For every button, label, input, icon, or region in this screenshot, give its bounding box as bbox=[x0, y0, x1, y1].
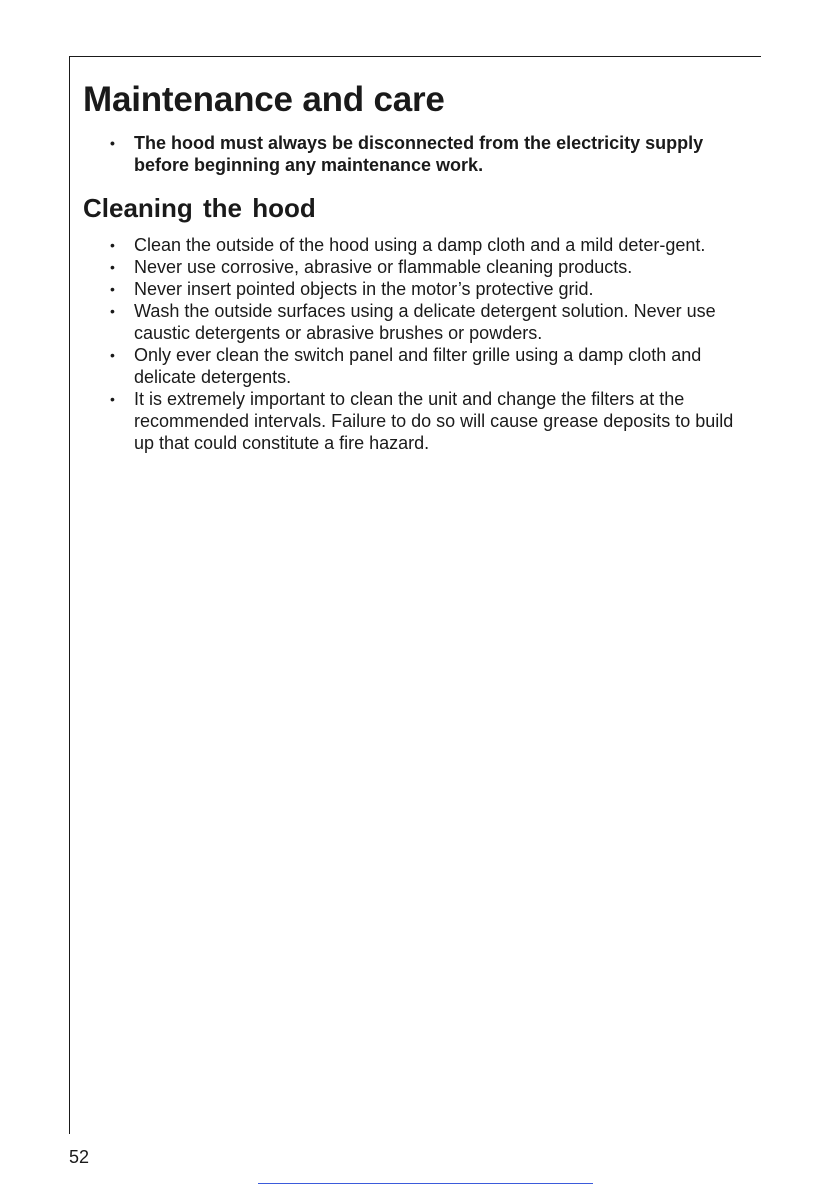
list-item bbox=[110, 278, 740, 300]
list-item bbox=[110, 344, 740, 388]
bullet-icon: • bbox=[110, 281, 115, 297]
bullet-icon: • bbox=[110, 303, 115, 319]
list-item-text: Never use corrosive, abrasive or flammable cleaning products. bbox=[134, 257, 633, 277]
bullet-icon: • bbox=[110, 135, 115, 151]
bullet-icon: • bbox=[110, 391, 115, 407]
list-item-text: It is extremely important to clean the unit and change the filters at the recommended intervals. Failure to do so will cause grease deposits to build up that could constitute a fire hazard. bbox=[134, 389, 734, 453]
page-number: 52 bbox=[69, 1147, 90, 1167]
bottom-link-underline[interactable] bbox=[258, 1183, 593, 1184]
list-item bbox=[110, 256, 740, 278]
list-item-text: Never insert pointed objects in the motor’s protective grid. bbox=[134, 279, 594, 299]
list-item-text: Wash the outside surfaces using a delicate detergent solution. Never use caustic detergents or abrasive brushes or powders. bbox=[134, 301, 716, 343]
list-item bbox=[110, 300, 740, 344]
warning-text: The hood must always be disconnected from the electricity supply before beginning any maintenance work. bbox=[134, 133, 704, 175]
warning-item bbox=[110, 132, 740, 176]
top-rule bbox=[69, 56, 761, 57]
cleaning-list bbox=[110, 234, 740, 454]
list-item-text: Only ever clean the switch panel and filter grille using a damp cloth and delicate detergents. bbox=[134, 345, 702, 387]
list-item-text: Clean the outside of the hood using a damp cloth and a mild deter-gent. bbox=[134, 235, 706, 255]
section-title: Cleaning the hood bbox=[83, 193, 316, 223]
bullet-icon: • bbox=[110, 259, 115, 275]
left-margin-rule bbox=[69, 56, 70, 1134]
bullet-icon: • bbox=[110, 347, 115, 363]
page-title: Maintenance and care bbox=[83, 80, 445, 119]
warning-list bbox=[110, 132, 740, 176]
list-item bbox=[110, 234, 740, 256]
list-item bbox=[110, 388, 740, 454]
bullet-icon: • bbox=[110, 237, 115, 253]
